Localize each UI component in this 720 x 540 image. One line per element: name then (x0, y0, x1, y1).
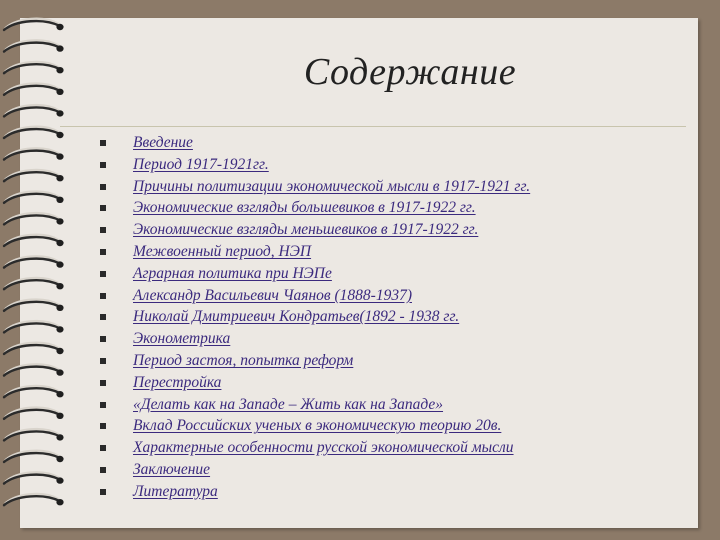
spiral-ring (4, 170, 64, 181)
square-bullet-icon (100, 380, 106, 386)
square-bullet-icon (100, 184, 106, 190)
spiral-ring (4, 300, 64, 311)
spiral-ring (4, 213, 64, 224)
spiral-ring (4, 408, 64, 419)
square-bullet-icon (100, 140, 106, 146)
spiral-ring (4, 192, 64, 203)
toc-link-econometrics[interactable]: Эконометрика (133, 330, 231, 348)
title-divider (60, 126, 686, 127)
spiral-ring (4, 473, 64, 484)
toc-link-perestroika[interactable]: Перестройка (133, 373, 222, 391)
square-bullet-icon (100, 445, 106, 451)
square-bullet-icon (100, 402, 106, 408)
toc-link-like-the-west[interactable]: «Делать как на Западе – Жить как на Западе» (133, 395, 444, 413)
square-bullet-icon (100, 314, 106, 320)
spiral-ring (4, 343, 64, 354)
toc-link-stagnation[interactable]: Период застоя, попытка реформ (133, 351, 354, 369)
spiral-ring (4, 127, 64, 138)
toc-link-kondratiev[interactable]: Николай Дмитриевич Кондратьев(1892 - 1938 гг. (133, 308, 460, 326)
toc-link-russian-scientists[interactable]: Вклад Российских ученых в экономическую теорию 20в. (133, 417, 502, 435)
toc-link-characteristics[interactable]: Характерные особенности русской экономической мысли (133, 439, 514, 457)
spiral-ring (4, 149, 64, 160)
square-bullet-icon (100, 293, 106, 299)
square-bullet-icon (100, 467, 106, 473)
slide-title: Содержание (303, 51, 517, 93)
square-bullet-icon (100, 227, 106, 233)
square-bullet-icon (100, 249, 106, 255)
toc-link-politicization-causes[interactable]: Причины политизации экономической мысли в 1917-1921 гг. (133, 177, 531, 195)
spiral-ring (4, 105, 64, 116)
square-bullet-icon (100, 205, 106, 211)
spiral-ring (4, 386, 64, 397)
toc-link-conclusion[interactable]: Заключение (133, 460, 211, 478)
square-bullet-icon (100, 358, 106, 364)
spiral-ring (4, 278, 64, 289)
spiral-ring (4, 494, 64, 505)
toc-link-period-1917-1921[interactable]: Период 1917-1921гг. (133, 155, 269, 173)
spiral-ring (4, 235, 64, 246)
spiral-ring (4, 365, 64, 376)
toc-link-menshevik-views[interactable]: Экономические взгляды меньшевиков в 1917-1922 гг. (133, 221, 479, 239)
toc-link-interwar-nep[interactable]: Межвоенный период, НЭП (133, 242, 312, 260)
toc-link-agrarian-policy[interactable]: Аграрная политика при НЭПе (133, 264, 332, 282)
square-bullet-icon (100, 423, 106, 429)
spiral-ring (4, 321, 64, 332)
spiral-ring (4, 429, 64, 440)
square-bullet-icon (100, 336, 106, 342)
spiral-ring (4, 451, 64, 462)
toc-link-bolshevik-views[interactable]: Экономические взгляды большевиков в 1917-1922 гг. (133, 199, 476, 217)
square-bullet-icon (100, 162, 106, 168)
toc-link-chayanov[interactable]: Александр Васильевич Чаянов (1888-1937) (133, 286, 412, 304)
square-bullet-icon (100, 271, 106, 277)
toc-link-literature[interactable]: Литература (133, 482, 218, 500)
square-bullet-icon (100, 489, 106, 495)
spiral-ring (4, 19, 64, 30)
spiral-ring (4, 257, 64, 268)
toc-link-introduction[interactable]: Введение (133, 134, 193, 151)
